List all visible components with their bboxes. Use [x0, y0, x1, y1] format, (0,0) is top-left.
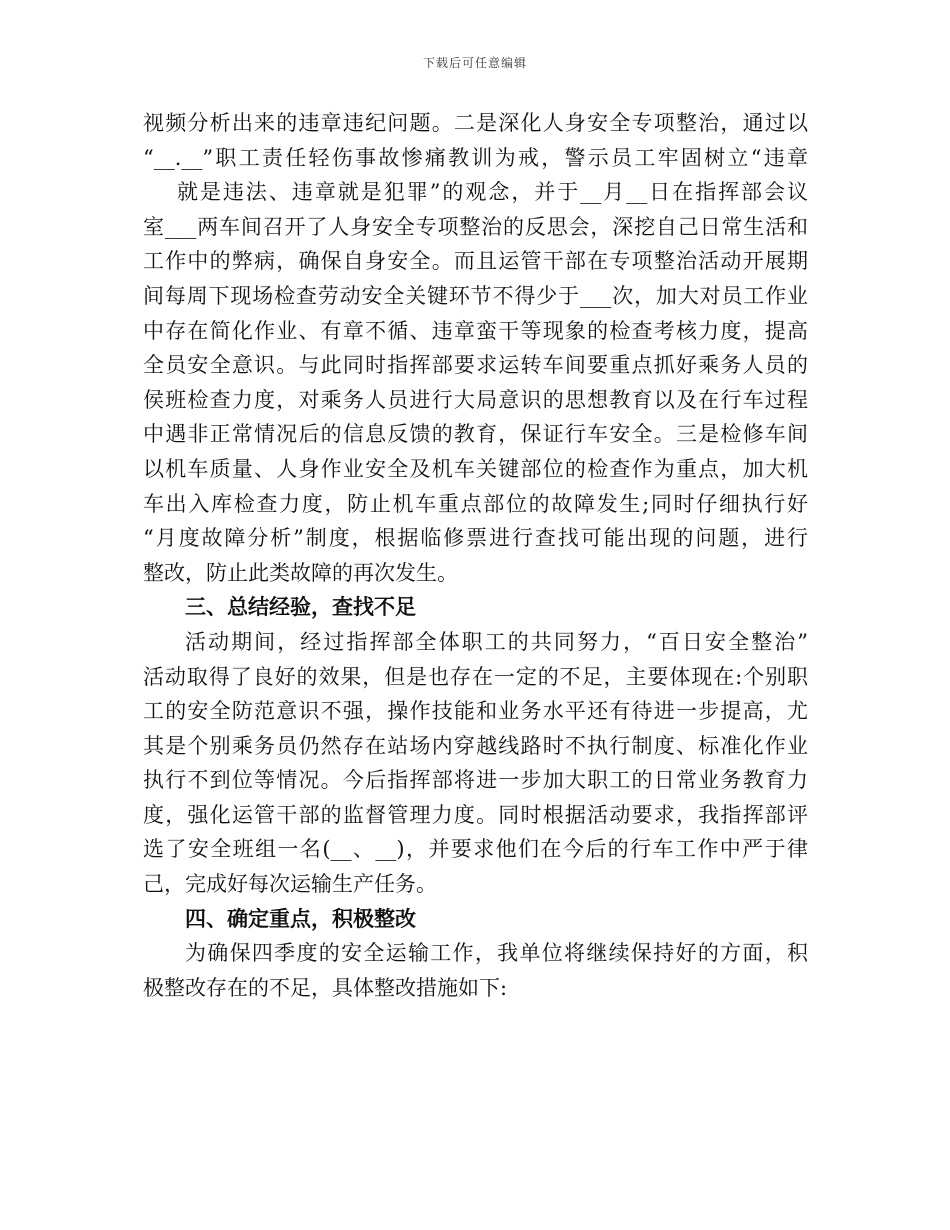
paragraph-line: “月度故障分析”制度，根据临修票进行查找可能出现的问题，进行 — [143, 526, 808, 551]
paragraph-line: 活动取得了良好的效果，但是也存在一定的不足，主要体现在:个别职 — [143, 664, 808, 689]
page-header: 下载后可任意编辑 — [422, 56, 527, 70]
paragraph-line: 度，强化运管干部的监督管理力度。同时根据活动要求，我指挥部评 — [143, 802, 808, 827]
section-heading: 四、确定重点，积极整改 — [185, 905, 416, 931]
paragraph-line: 极整改存在的不足，具体整改措施如下: — [143, 975, 508, 1000]
paragraph-line: 为确保四季度的安全运输工作，我单位将继续保持好的方面，积 — [185, 941, 808, 966]
paragraph-line: 车出入库检查力度，防止机车重点部位的故障发生;同时仔细执行好 — [143, 491, 808, 516]
paragraph-line: 间每周下现场检查劳动安全关键环节不得少于___次，加大对员工作业 — [143, 283, 808, 308]
paragraph-line: 侯班检查力度，对乘务人员进行大局意识的思想教育以及在行车过程 — [143, 387, 808, 412]
document-body — [143, 106, 808, 1005]
paragraph-line: 执行不到位等情况。今后指挥部将进一步加大职工的日常业务教育力 — [143, 768, 808, 793]
paragraph-line: 室___两车间召开了人身安全专项整治的反思会，深挖自己日常生活和 — [143, 214, 808, 239]
paragraph-line: 工的安全防范意识不强，操作技能和业务水平还有待进一步提高，尤 — [143, 699, 808, 724]
paragraph-line: 己，完成好每次运输生产任务。 — [143, 872, 437, 897]
paragraph-line: 以机车质量、人身作业安全及机车关键部位的检查作为重点，加大机 — [143, 456, 808, 481]
paragraph-line: 就是违法、违章就是犯罪”的观念，并于__月__日在指挥部会议 — [177, 180, 808, 205]
paragraph-line: 其是个别乘务员仍然存在站场内穿越线路时不执行制度、标准化作业 — [143, 733, 808, 758]
paragraph-line: 选了安全班组一名(__、__)，并要求他们在今后的行车工作中严于律 — [143, 837, 808, 862]
paragraph-line: 全员安全意识。与此同时指挥部要求运转车间要重点抓好乘务人员的 — [143, 353, 808, 378]
paragraph-line: “__.__”职工责任轻伤事故惨痛教训为戒，警示员工牢固树立“违章 — [143, 145, 808, 170]
paragraph-line: 视频分析出来的违章违纪问题。二是深化人身安全专项整治，通过以 — [143, 111, 808, 135]
paragraph-line: 工作中的弊病，确保自身安全。而且运管干部在专项整治活动开展期 — [143, 249, 808, 274]
paragraph-line: 中遇非正常情况后的信息反馈的教育，保证行车安全。三是检修车间 — [143, 422, 808, 447]
section-heading: 三、总结经验，查找不足 — [185, 594, 416, 620]
paragraph-line: 整改，防止此类故障的再次发生。 — [143, 560, 458, 585]
paragraph-line: 中存在简化作业、有章不循、违章蛮干等现象的检查考核力度，提高 — [143, 318, 808, 343]
paragraph-line: 活动期间，经过指挥部全体职工的共同努力，“百日安全整治” — [185, 629, 808, 654]
